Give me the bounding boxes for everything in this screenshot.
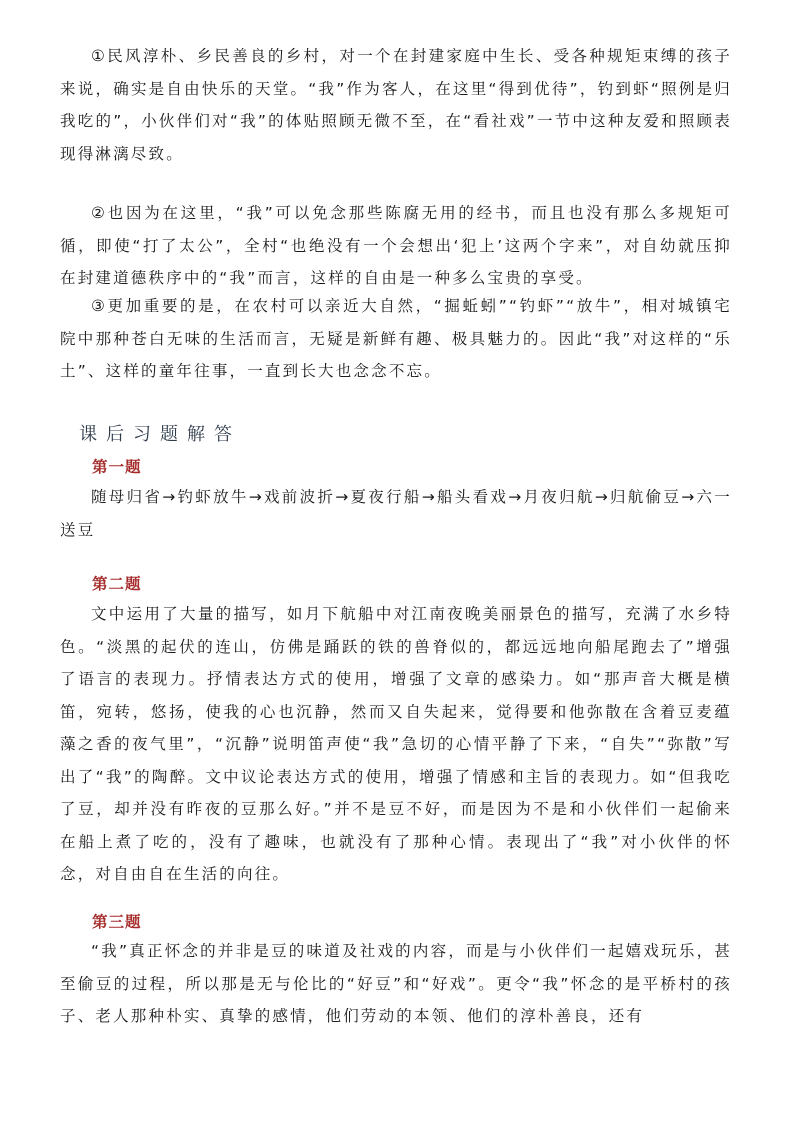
intro-paragraph-1: ①民风淳朴、乡民善良的乡村，对一个在封建家庭中生长、受各种规矩束缚的孩子来说，确实是自由快乐的天堂。“我”作为客人，在这里“得到优待”，钓到虾“照例是归我吃的”，小伙伴们对“我”的体贴照顾无微不至，在“看社戏”一节中这种友爱和照顾表现得淋漓尽致。 — [60, 47, 732, 163]
intro-paragraph-3: ③更加重要的是，在农村可以亲近大自然，“掘蚯蚓”“钓虾”“放牛”，相对城镇宅院中那种苍白无味的生活而言，无疑是新鲜有趣、极具魅力的。因此“我”对这样的“乐土”、这样的童年往事，一直到长大也念念不忘。 — [60, 297, 732, 380]
question-3-title: 第三题 — [92, 913, 142, 931]
question-2-answer: 文中运用了大量的描写，如月下航船中对江南夜晚美丽景色的描写，充满了水乡特色。“淡黑的起伏的连山，仿佛是踊跃的铁的兽脊似的，都远远地向船尾跑去了”增强了语言的表现力。抒情表达方式的使用，增强了文章的感染力。如“那声音大概是横笛，宛转，悠扬，使我的心也沉静，然而又自失起来，觉得要和他弥散在含着豆麦蕴藻之香的夜气里”，“沉静”说明笛声使“我”急切的心情平静了下来，“自失”“弥散”写出了“我”的陶醉。文中议论表达方式的使用，增强了情感和主旨的表现力。如“但我吃了豆，却并没有昨夜的豆那么好。”并不是豆不好，而是因为不是和小伙伴们一起偷来在船上煮了吃的，没有了趣味，也就没有了那种心情。表现出了“我”对小伙伴的怀念，对自由自在生活的向往。 — [60, 605, 732, 883]
question-2-title: 第二题 — [92, 575, 142, 593]
intro-paragraph-2: ②也因为在这里，“我”可以免念那些陈腐无用的经书，而且也没有那么多规矩可循，即使“打了太公”，全村“也绝没有一个会想出‘犯上’这两个字来”，对自幼就压抑在封建道德秩序中的“我”而言，这样的自由是一种多么宝贵的享受。 — [60, 204, 732, 287]
question-1-answer: 随母归省→钓虾放牛→戏前波折→夏夜行船→船头看戏→月夜归航→归航偷豆→六一送豆 — [60, 488, 732, 539]
question-1-title: 第一题 — [92, 458, 142, 476]
question-3-answer: “我”真正怀念的并非是豆的味道及社戏的内容，而是与小伙伴们一起嬉戏玩乐，甚至偷豆的过程，所以那是无与伦比的“好豆”和“好戏”。更令“我”怀念的是平桥村的孩子、老人那种朴实、真挚的感情，他们劳动的本领、他们的淳朴善良，还有 — [60, 942, 732, 1025]
section-title: 课后习题解答 — [79, 424, 241, 445]
